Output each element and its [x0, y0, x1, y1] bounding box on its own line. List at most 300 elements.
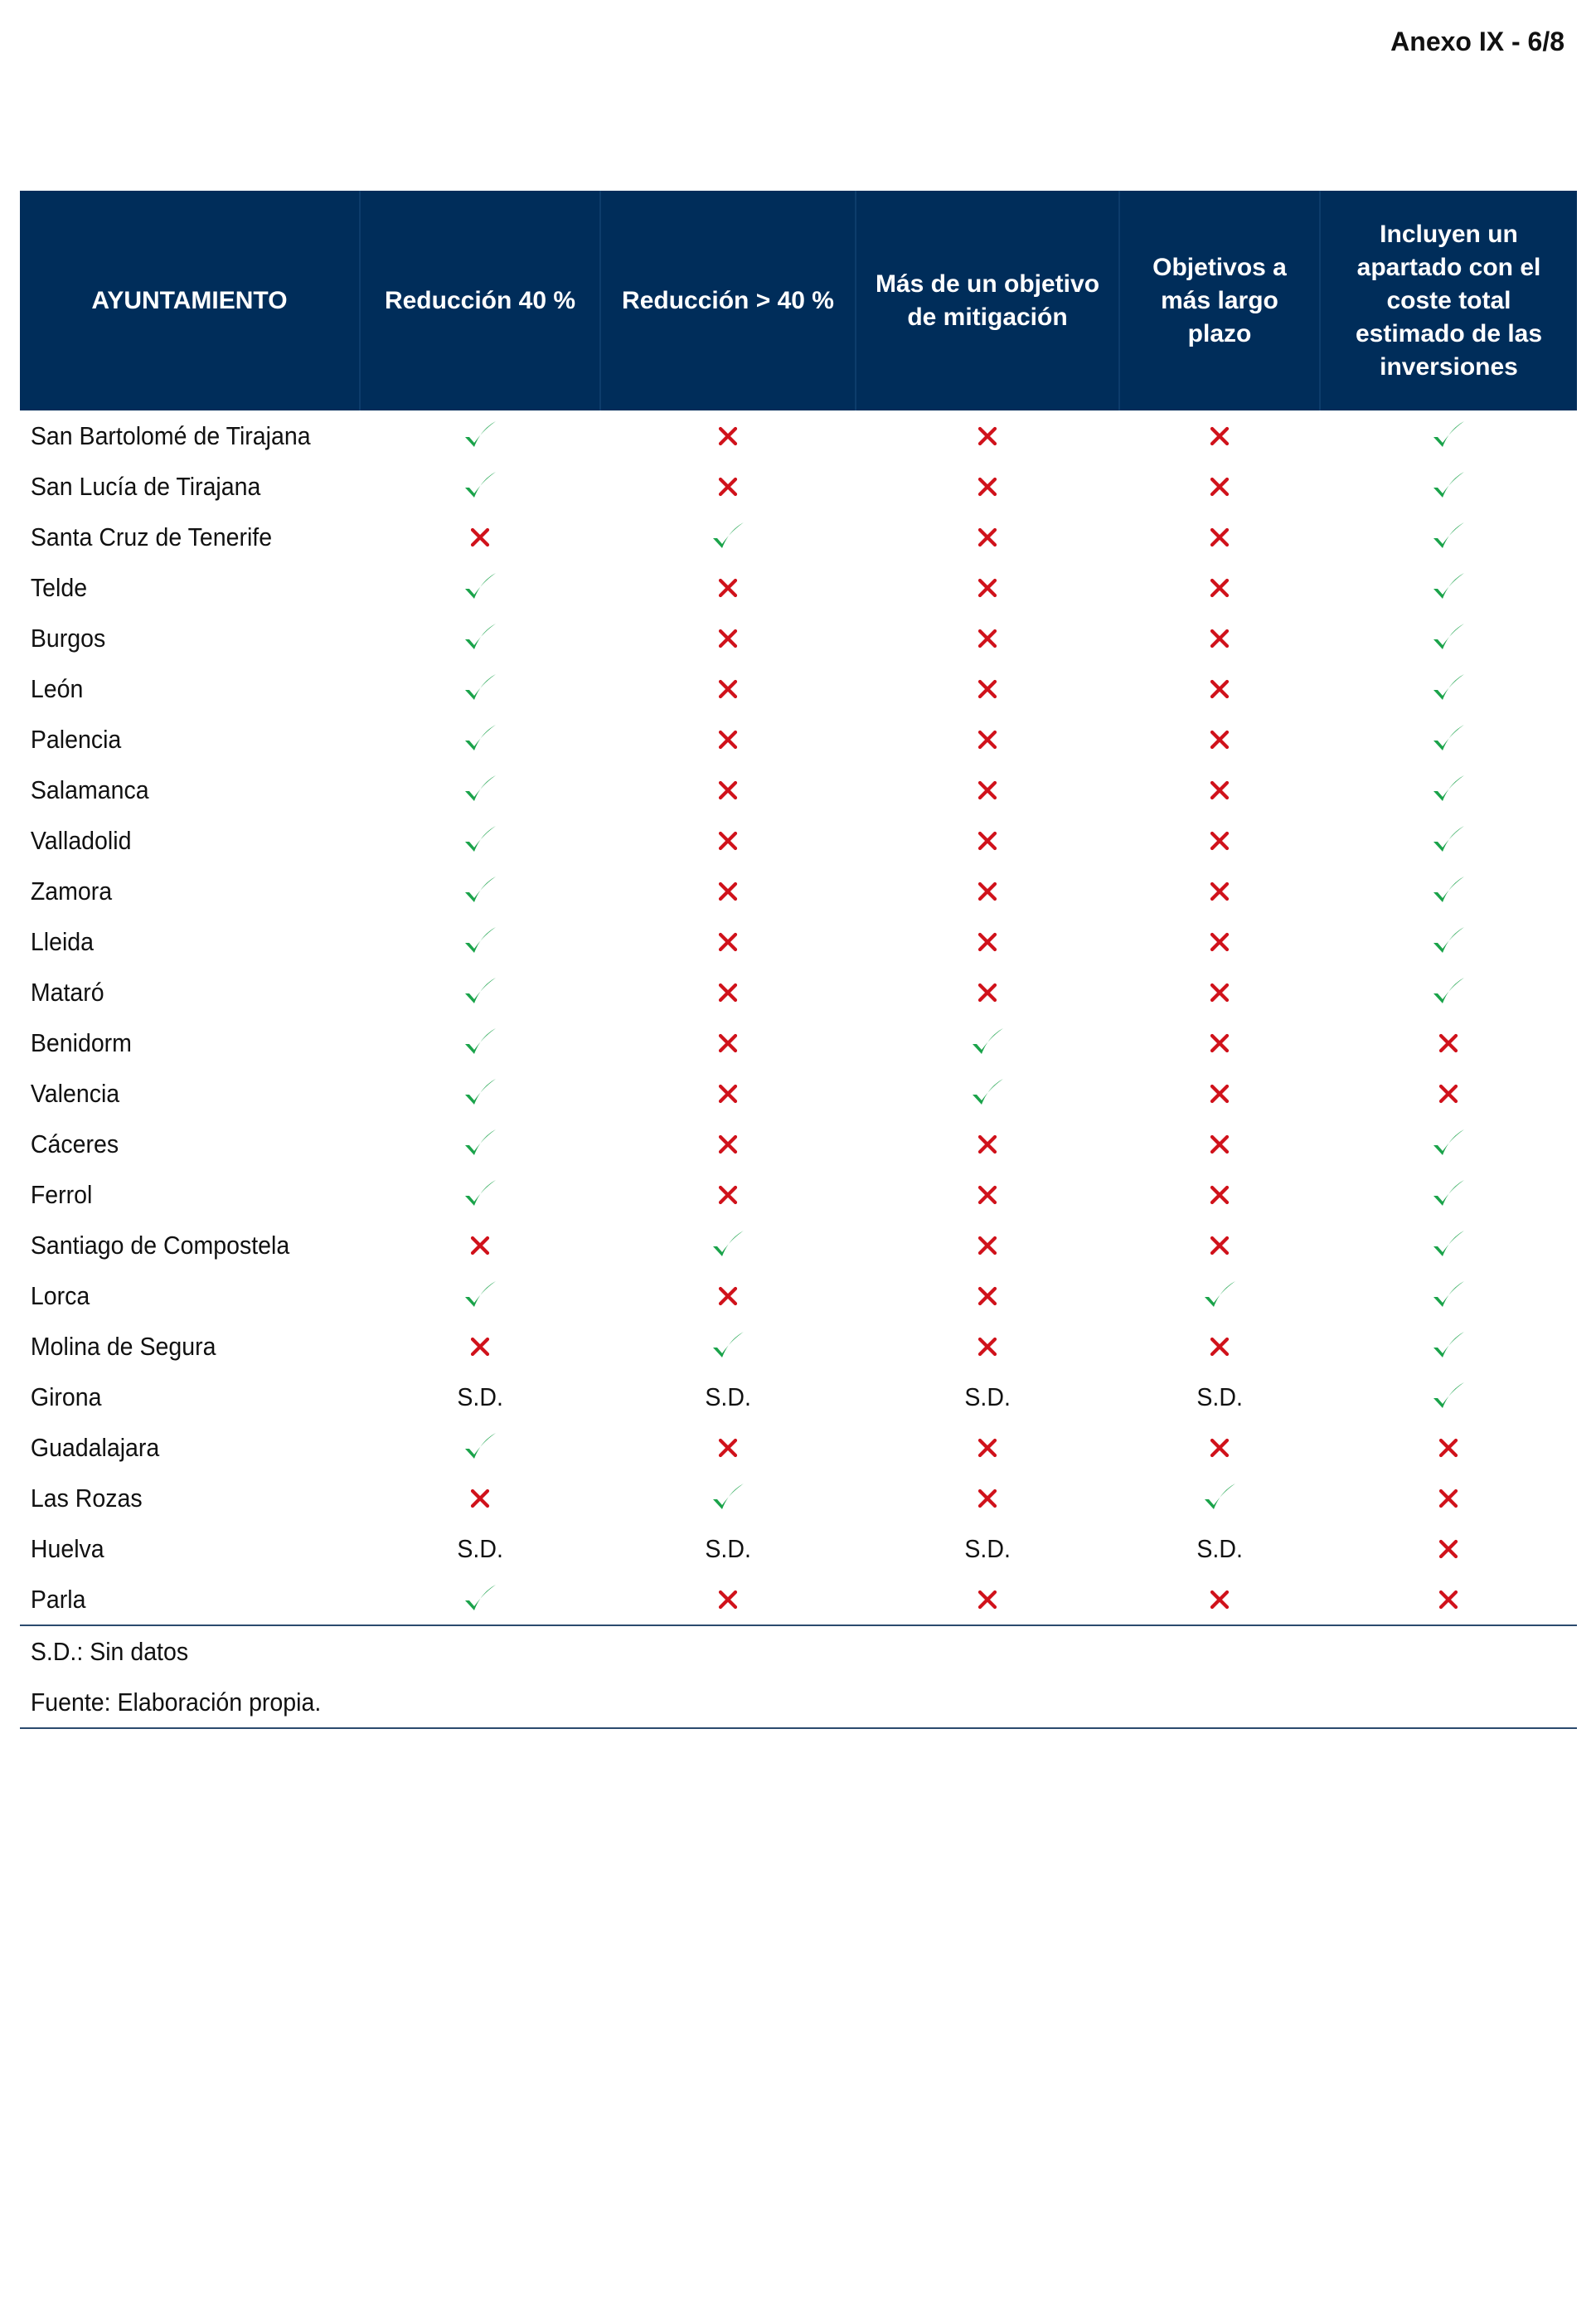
checkmark-icon	[1429, 1381, 1468, 1410]
municipality-name: Zamora	[30, 876, 113, 906]
comparison-table-container	[20, 191, 1577, 1626]
table-cell	[1320, 714, 1577, 765]
checkmark-icon	[708, 521, 748, 550]
table-cell	[360, 714, 600, 765]
no-data-label: S.D.	[705, 1533, 751, 1563]
municipality-name: San Bartolomé de Tirajana	[30, 420, 311, 450]
table-cell	[1119, 1017, 1320, 1068]
table-header	[20, 191, 1577, 410]
checkmark-icon	[1429, 774, 1468, 803]
table-cell	[1320, 765, 1577, 815]
cross-icon	[708, 1280, 748, 1309]
checkmark-icon	[1429, 571, 1468, 600]
table-row	[20, 1574, 1577, 1625]
checkmark-icon	[460, 673, 500, 702]
municipality-name: Guadalajara	[30, 1432, 160, 1462]
table-cell	[856, 1017, 1119, 1068]
checkmark-icon	[460, 571, 500, 600]
cross-icon	[708, 1027, 748, 1056]
checkmark-icon	[968, 1077, 1007, 1106]
table-cell	[1119, 1574, 1320, 1625]
table-cell	[1119, 765, 1320, 815]
table-cell	[360, 1220, 600, 1270]
table-row	[20, 1321, 1577, 1372]
table-cell	[1320, 1017, 1577, 1068]
header-row	[20, 191, 1577, 410]
table-row	[20, 512, 1577, 562]
cross-icon	[968, 470, 1007, 499]
checkmark-icon	[1429, 1128, 1468, 1157]
checkmark-icon	[1429, 925, 1468, 954]
cross-icon	[1429, 1583, 1468, 1612]
table-cell	[1320, 1473, 1577, 1523]
table-cell	[360, 866, 600, 916]
cross-icon	[1429, 1532, 1468, 1561]
table-cell	[1320, 815, 1577, 866]
table-cell	[360, 613, 600, 663]
cross-icon	[968, 1482, 1007, 1511]
no-data-label: S.D.	[1196, 1382, 1243, 1411]
checkmark-icon	[460, 875, 500, 904]
table-cell	[856, 714, 1119, 765]
table-cell	[1119, 866, 1320, 916]
table-cell	[360, 663, 600, 714]
cross-icon	[708, 420, 748, 449]
note-sin-datos: S.D.: Sin datos	[30, 1637, 189, 1666]
checkmark-icon	[1429, 673, 1468, 702]
municipality-name: Mataró	[30, 977, 104, 1007]
checkmark-icon	[460, 1280, 500, 1309]
cross-icon	[1200, 976, 1239, 1005]
table-cell	[360, 461, 600, 512]
cross-icon	[708, 774, 748, 803]
checkmark-icon	[460, 470, 500, 499]
table-cell	[600, 815, 856, 866]
no-data-label: S.D.	[1196, 1533, 1243, 1563]
municipality-name: Valladolid	[30, 825, 132, 855]
table-cell	[360, 1119, 600, 1169]
table-row	[20, 1169, 1577, 1220]
checkmark-icon	[1429, 875, 1468, 904]
table-cell	[1119, 663, 1320, 714]
municipality-name: Santiago de Compostela	[30, 1230, 290, 1260]
table-cell	[600, 1574, 856, 1625]
table-cell	[600, 714, 856, 765]
municipality-name: Huelva	[30, 1533, 104, 1563]
table-cell	[856, 916, 1119, 967]
table-cell	[360, 1270, 600, 1321]
table-cell	[856, 613, 1119, 663]
table-cell	[360, 916, 600, 967]
no-data-label: S.D.	[964, 1533, 1011, 1563]
cross-icon	[708, 1128, 748, 1157]
table-cell	[856, 512, 1119, 562]
table-cell	[1320, 1321, 1577, 1372]
table-cell	[1320, 461, 1577, 512]
checkmark-icon	[460, 925, 500, 954]
municipality-name: Benidorm	[30, 1027, 132, 1057]
table-cell	[1320, 512, 1577, 562]
table-cell	[360, 815, 600, 866]
table-cell	[856, 1169, 1119, 1220]
table-cell	[1320, 1422, 1577, 1473]
table-cell	[360, 1422, 600, 1473]
checkmark-icon	[708, 1229, 748, 1258]
cross-icon	[1200, 622, 1239, 651]
table-row	[20, 562, 1577, 613]
table-row	[20, 967, 1577, 1017]
table-cell	[1119, 562, 1320, 613]
table-cell	[1119, 967, 1320, 1017]
table-cell	[1320, 1068, 1577, 1119]
table-cell	[360, 1017, 600, 1068]
table-cell	[360, 410, 600, 461]
table-row	[20, 1220, 1577, 1270]
page-number-label: Anexo IX - 6/8	[1390, 27, 1564, 56]
table-cell	[1119, 815, 1320, 866]
table-cell	[856, 1321, 1119, 1372]
cross-icon	[1200, 420, 1239, 449]
table-cell	[856, 1574, 1119, 1625]
cross-icon	[968, 1330, 1007, 1359]
cross-icon	[1200, 521, 1239, 550]
table-row	[20, 1372, 1577, 1422]
municipality-name: Palencia	[30, 724, 122, 754]
cross-icon	[1200, 1128, 1239, 1157]
header-mas-de-un-objetivo: Más de un objetivo de mitigación	[856, 191, 1119, 410]
cross-icon	[968, 571, 1007, 600]
table-cell	[1119, 1372, 1320, 1422]
table-cell	[360, 1372, 600, 1422]
cross-icon	[968, 875, 1007, 904]
checkmark-icon	[1429, 470, 1468, 499]
table-cell	[1320, 967, 1577, 1017]
table-cell	[600, 461, 856, 512]
cross-icon	[968, 976, 1007, 1005]
header-reduccion-40: Reducción 40 %	[360, 191, 600, 410]
cross-icon	[1429, 1077, 1468, 1106]
table-cell	[856, 1068, 1119, 1119]
cross-icon	[708, 1077, 748, 1106]
table-row	[20, 1017, 1577, 1068]
cross-icon	[1200, 1330, 1239, 1359]
cross-icon	[460, 1229, 500, 1258]
table-cell	[600, 916, 856, 967]
table-cell	[1320, 1523, 1577, 1574]
checkmark-icon	[1200, 1482, 1239, 1511]
cross-icon	[708, 571, 748, 600]
table-cell	[600, 1523, 856, 1574]
table-cell	[600, 1220, 856, 1270]
table-cell	[856, 1270, 1119, 1321]
table-cell	[1119, 916, 1320, 967]
table-cell	[1119, 1422, 1320, 1473]
table-cell	[600, 1372, 856, 1422]
no-data-label: S.D.	[964, 1382, 1011, 1411]
table-cell	[360, 1473, 600, 1523]
municipality-name: Valencia	[30, 1078, 120, 1108]
table-cell	[600, 1017, 856, 1068]
table-cell	[856, 765, 1119, 815]
table-cell	[856, 1372, 1119, 1422]
no-data-label: S.D.	[457, 1382, 503, 1411]
table-cell	[856, 663, 1119, 714]
cross-icon	[708, 824, 748, 853]
header-objetivos-largo-plazo: Objetivos a más largo plazo	[1119, 191, 1320, 410]
checkmark-icon	[1429, 1280, 1468, 1309]
table-cell	[856, 967, 1119, 1017]
note-fuente: Fuente: Elaboración propia.	[30, 1688, 322, 1717]
cross-icon	[1200, 571, 1239, 600]
table-cell	[1320, 562, 1577, 613]
table-cell	[600, 613, 856, 663]
checkmark-icon	[460, 824, 500, 853]
table-cell	[1320, 1169, 1577, 1220]
municipality-name: Burgos	[30, 623, 106, 653]
checkmark-icon	[460, 723, 500, 752]
table-cell	[1119, 714, 1320, 765]
table-cell	[1119, 1473, 1320, 1523]
cross-icon	[968, 1280, 1007, 1309]
table-cell	[1119, 1270, 1320, 1321]
cross-icon	[1200, 774, 1239, 803]
table-cell	[1320, 1270, 1577, 1321]
table-cell	[1119, 512, 1320, 562]
municipality-name: Cáceres	[30, 1129, 119, 1158]
municipality-name: Telde	[30, 572, 88, 602]
cross-icon	[968, 622, 1007, 651]
table-cell	[600, 765, 856, 815]
table-cell	[360, 765, 600, 815]
cross-icon	[708, 925, 748, 954]
table-cell	[360, 1523, 600, 1574]
table-cell	[856, 1523, 1119, 1574]
checkmark-icon	[1429, 622, 1468, 651]
table-row	[20, 714, 1577, 765]
table-cell	[600, 1119, 856, 1169]
cross-icon	[968, 1229, 1007, 1258]
table-row	[20, 1523, 1577, 1574]
municipality-name: Santa Cruz de Tenerife	[30, 522, 273, 551]
cross-icon	[968, 774, 1007, 803]
table-cell	[600, 1321, 856, 1372]
comparison-table	[20, 191, 1577, 1626]
table-cell	[1320, 916, 1577, 967]
table-cell	[1119, 1523, 1320, 1574]
municipality-name: León	[30, 673, 84, 703]
table-cell	[856, 815, 1119, 866]
table-cell	[600, 663, 856, 714]
table-cell	[360, 967, 600, 1017]
table-cell	[856, 1220, 1119, 1270]
checkmark-icon	[708, 1482, 748, 1511]
municipality-name: Parla	[20, 1574, 332, 1625]
cross-icon	[708, 673, 748, 702]
cross-icon	[968, 925, 1007, 954]
checkmark-icon	[460, 1431, 500, 1460]
cross-icon	[1200, 875, 1239, 904]
municipality-name: Lorca	[30, 1280, 90, 1310]
checkmark-icon	[1200, 1280, 1239, 1309]
checkmark-icon	[460, 1583, 500, 1612]
table-cell	[1119, 613, 1320, 663]
table-body	[20, 410, 1577, 1625]
cross-icon	[1429, 1482, 1468, 1511]
cross-icon	[1200, 1229, 1239, 1258]
cross-icon	[968, 1178, 1007, 1207]
cross-icon	[460, 1482, 500, 1511]
checkmark-icon	[708, 1330, 748, 1359]
table-cell	[360, 1068, 600, 1119]
header-reduccion-mas-40: Reducción > 40 %	[600, 191, 856, 410]
checkmark-icon	[1429, 1330, 1468, 1359]
table-cell	[1320, 663, 1577, 714]
table-cell	[1119, 1220, 1320, 1270]
cross-icon	[968, 723, 1007, 752]
table-cell	[360, 1321, 600, 1372]
table-cell	[600, 1473, 856, 1523]
header-ayuntamiento: AYUNTAMIENTO	[20, 191, 360, 410]
table-cell	[856, 1422, 1119, 1473]
table-cell	[600, 1422, 856, 1473]
cross-icon	[1429, 1431, 1468, 1460]
checkmark-icon	[1429, 1178, 1468, 1207]
table-row	[20, 461, 1577, 512]
checkmark-icon	[1429, 824, 1468, 853]
cross-icon	[708, 1431, 748, 1460]
table-cell	[1320, 1574, 1577, 1625]
table-cell	[1320, 1372, 1577, 1422]
table-cell	[360, 562, 600, 613]
municipality-name: San Lucía de Tirajana	[30, 471, 261, 501]
table-cell	[856, 1473, 1119, 1523]
table-cell	[600, 1270, 856, 1321]
table-row	[20, 765, 1577, 815]
municipality-name: Salamanca	[30, 775, 149, 804]
cross-icon	[968, 673, 1007, 702]
cross-icon	[708, 1583, 748, 1612]
cross-icon	[968, 420, 1007, 449]
table-row	[20, 613, 1577, 663]
table-row	[20, 1270, 1577, 1321]
table-notes	[20, 1626, 1577, 1729]
table-row	[20, 866, 1577, 916]
checkmark-icon	[460, 1128, 500, 1157]
table-cell	[600, 410, 856, 461]
cross-icon	[1200, 1077, 1239, 1106]
checkmark-icon	[460, 1077, 500, 1106]
table-row	[20, 1473, 1577, 1523]
cross-icon	[968, 1583, 1007, 1612]
cross-icon	[968, 521, 1007, 550]
cross-icon	[1200, 1583, 1239, 1612]
table-cell	[600, 562, 856, 613]
table-row	[20, 916, 1577, 967]
table-cell	[600, 1068, 856, 1119]
checkmark-icon	[460, 976, 500, 1005]
table-cell	[1119, 1169, 1320, 1220]
cross-icon	[708, 470, 748, 499]
checkmark-icon	[460, 774, 500, 803]
cross-icon	[708, 875, 748, 904]
no-data-label: S.D.	[457, 1533, 503, 1563]
table-cell	[360, 1574, 600, 1625]
cross-icon	[1200, 1027, 1239, 1056]
no-data-label: S.D.	[705, 1382, 751, 1411]
cross-icon	[1200, 1178, 1239, 1207]
cross-icon	[708, 1178, 748, 1207]
table-cell	[600, 967, 856, 1017]
table-cell	[600, 866, 856, 916]
checkmark-icon	[1429, 420, 1468, 449]
cross-icon	[968, 1128, 1007, 1157]
table-row	[20, 1422, 1577, 1473]
cross-icon	[1200, 673, 1239, 702]
table-cell	[856, 410, 1119, 461]
checkmark-icon	[460, 420, 500, 449]
cross-icon	[708, 622, 748, 651]
table-row	[20, 1068, 1577, 1119]
checkmark-icon	[460, 1027, 500, 1056]
table-cell	[856, 562, 1119, 613]
table-cell	[1119, 410, 1320, 461]
cross-icon	[708, 976, 748, 1005]
cross-icon	[708, 723, 748, 752]
cross-icon	[460, 1330, 500, 1359]
table-cell	[1320, 1119, 1577, 1169]
header-coste-total-inversiones: Incluyen un apartado con el coste total estimado de las inversiones	[1320, 191, 1577, 410]
cross-icon	[1200, 723, 1239, 752]
table-cell	[1119, 1068, 1320, 1119]
table-cell	[1320, 613, 1577, 663]
table-cell	[360, 1169, 600, 1220]
municipality-name: Lleida	[30, 926, 95, 956]
table-row	[20, 410, 1577, 461]
cross-icon	[460, 521, 500, 550]
table-row	[20, 815, 1577, 866]
municipality-name: Molina de Segura	[30, 1331, 216, 1361]
checkmark-icon	[1429, 521, 1468, 550]
checkmark-icon	[460, 1178, 500, 1207]
table-cell	[600, 512, 856, 562]
checkmark-icon	[1429, 723, 1468, 752]
table-cell	[1320, 410, 1577, 461]
checkmark-icon	[1429, 976, 1468, 1005]
checkmark-icon	[968, 1027, 1007, 1056]
cross-icon	[1429, 1027, 1468, 1056]
table-cell	[1320, 866, 1577, 916]
table-row	[20, 663, 1577, 714]
municipality-name: Ferrol	[30, 1179, 93, 1209]
cross-icon	[1200, 470, 1239, 499]
municipality-name: Girona	[30, 1382, 102, 1411]
table-cell	[1119, 1321, 1320, 1372]
cross-icon	[1200, 824, 1239, 853]
table-cell	[856, 461, 1119, 512]
cross-icon	[968, 824, 1007, 853]
table-cell	[856, 1119, 1119, 1169]
table-cell	[360, 512, 600, 562]
table-cell	[856, 866, 1119, 916]
municipality-name: Las Rozas	[30, 1483, 143, 1513]
checkmark-icon	[1429, 1229, 1468, 1258]
table-cell	[1119, 1119, 1320, 1169]
cross-icon	[1200, 1431, 1239, 1460]
table-cell	[1119, 461, 1320, 512]
cross-icon	[1200, 925, 1239, 954]
checkmark-icon	[460, 622, 500, 651]
table-cell	[600, 1169, 856, 1220]
